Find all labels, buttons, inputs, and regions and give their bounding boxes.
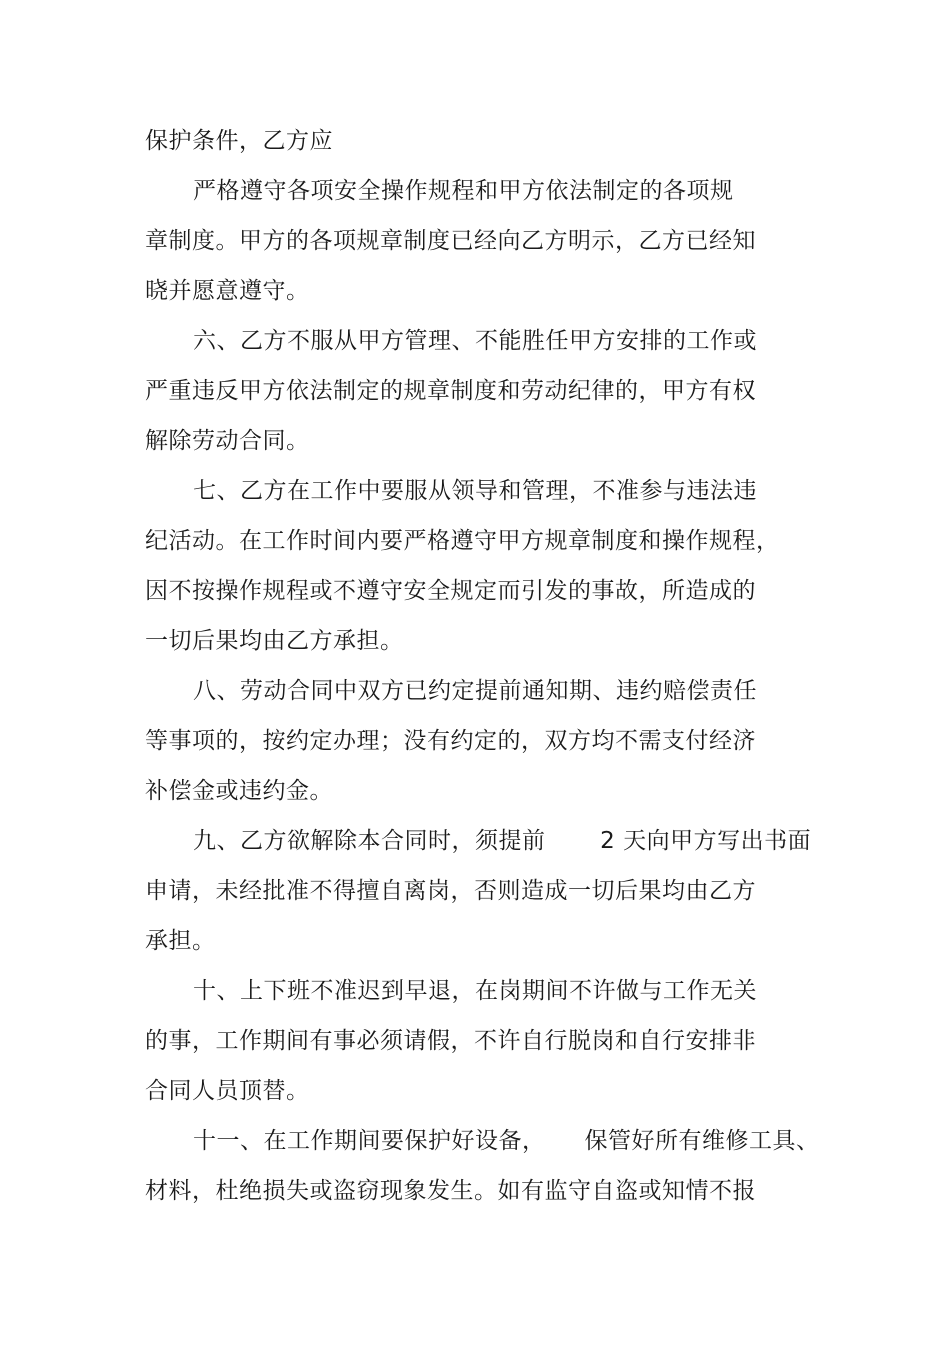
text-line: 承担。: [145, 928, 216, 954]
text-line: 六、乙方不服从甲方管理、不能胜任甲方安排的工作或: [193, 328, 757, 354]
text-line: 八、劳动合同中双方已约定提前通知期、违约赔偿责任: [193, 678, 757, 704]
text-line: 解除劳动合同。: [145, 428, 310, 454]
text-line: 材料，杜绝损失或盗窃现象发生。如有监守自盗或知情不报: [145, 1178, 756, 1204]
text-line: 七、乙方在工作中要服从领导和管理，不准参与违法违: [193, 478, 757, 504]
text-line: 章制度。甲方的各项规章制度已经向乙方明示，乙方已经知: [145, 228, 756, 254]
text-line: 申请，未经批准不得擅自离岗，否则造成一切后果均由乙方: [145, 878, 756, 904]
text-line: 补偿金或违约金。: [145, 778, 333, 804]
text-line: 九、乙方欲解除本合同时，须提前 2 天向甲方写出书面: [193, 828, 812, 854]
text-line: 合同人员顶替。: [145, 1078, 310, 1104]
text-line: 等事项的，按约定办理；没有约定的，双方均不需支付经济: [145, 728, 756, 754]
text-line: 的事，工作期间有事必须请假，不许自行脱岗和自行安排非: [145, 1028, 756, 1054]
text-line: 十、上下班不准迟到早退，在岗期间不许做与工作无关: [193, 978, 757, 1004]
text-line: 纪活动。在工作时间内要严格遵守甲方规章制度和操作规程，: [145, 528, 780, 554]
text-line: 因不按操作规程或不遵守安全规定而引发的事故，所造成的: [145, 578, 756, 604]
text-line: 严格遵守各项安全操作规程和甲方依法制定的各项规: [193, 178, 734, 204]
text-line: 严重违反甲方依法制定的规章制度和劳动纪律的，甲方有权: [145, 378, 756, 404]
text-line: 晓并愿意遵守。: [145, 278, 310, 304]
text-line: 一切后果均由乙方承担。: [145, 628, 404, 654]
text-line: 保护条件，乙方应: [145, 128, 333, 154]
text-line: 十一、在工作期间要保护好设备， 保管好所有维修工具、: [193, 1128, 820, 1154]
